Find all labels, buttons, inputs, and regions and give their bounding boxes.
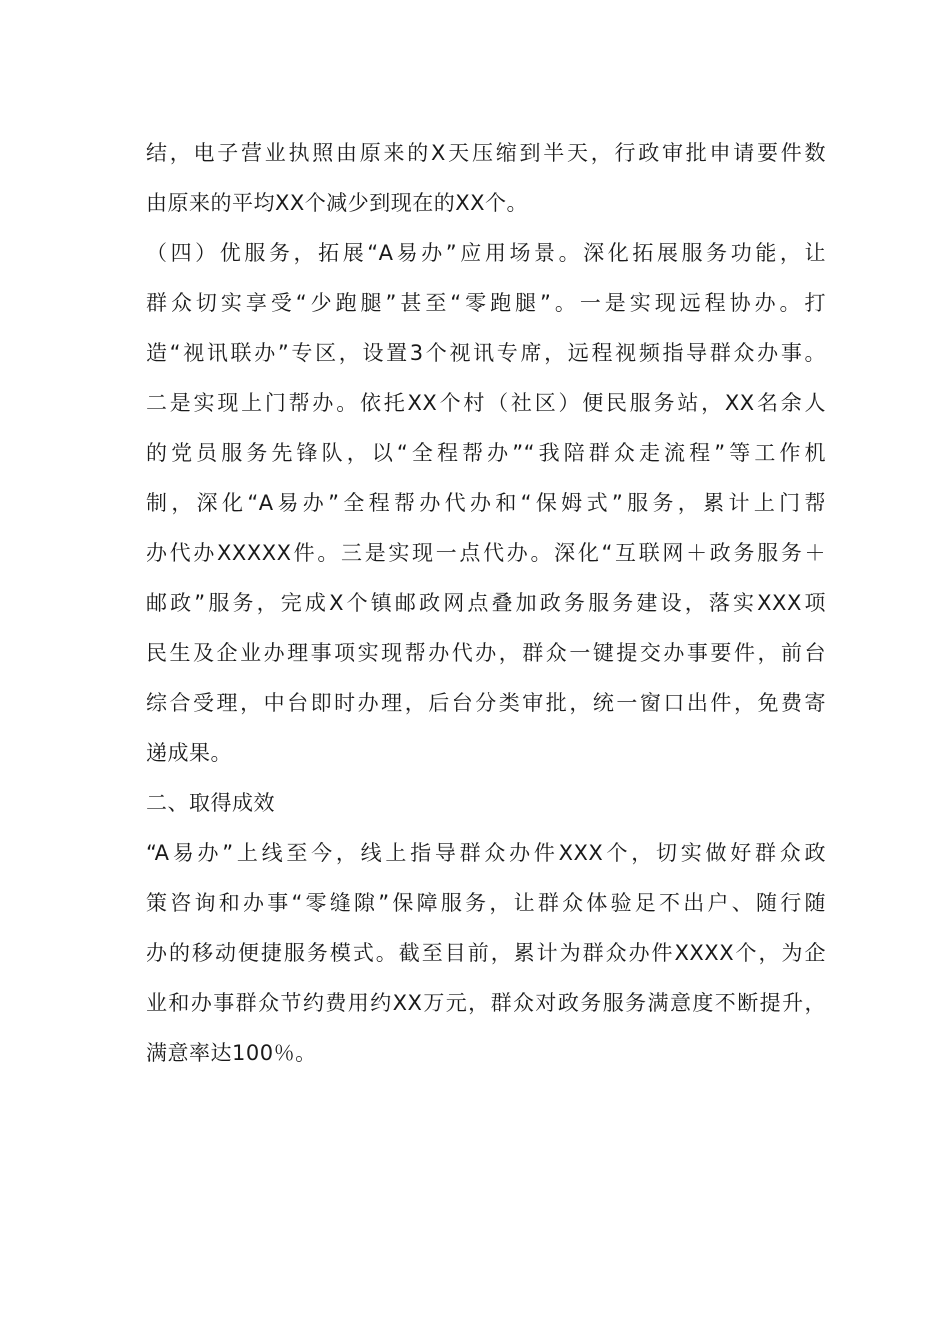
text-line: 满意率达100％。: [146, 1041, 317, 1065]
text-line: 的党员服务先锋队，以“全程帮办”“我陪群众走流程”等工作机: [146, 441, 826, 465]
text-line: 造“视讯联办”专区，设置3个视讯专席，远程视频指导群众办事。: [146, 341, 826, 365]
text-line: 策咨询和办事“零缝隙”保障服务，让群众体验足不出户、随行随: [146, 891, 826, 915]
document-body: [146, 128, 826, 1078]
text-line: 二是实现上门帮办。依托XX个村（社区）便民服务站，XX名余人: [146, 391, 826, 415]
text-line: 邮政”服务，完成X个镇邮政网点叠加政务服务建设，落实XXX项: [146, 591, 826, 615]
text-line: 制，深化“A易办”全程帮办代办和“保姆式”服务，累计上门帮: [146, 491, 826, 515]
text-line: 民生及企业办理事项实现帮办代办，群众一键提交办事要件，前台: [146, 641, 826, 665]
text-line: 业和办事群众节约费用约XX万元，群众对政务服务满意度不断提升，: [146, 991, 826, 1015]
text-line: 由原来的平均XX个减少到现在的XX个。: [146, 191, 529, 215]
text-line: “A易办”上线至今，线上指导群众办件XXX个，切实做好群众政: [146, 841, 826, 865]
text-line: 群众切实享受“少跑腿”甚至“零跑腿”。一是实现远程协办。打: [146, 291, 826, 315]
text-line: 递成果。: [146, 741, 232, 765]
text-line: 结，电子营业执照由原来的X天压缩到半天，行政审批申请要件数: [146, 141, 826, 165]
section-heading-4: （四）优服务，拓展“A易办”应用场景。深化拓展服务功能，让: [146, 241, 826, 265]
text-line: 办代办XXXXX件。三是实现一点代办。深化“互联网＋政务服务＋: [146, 541, 826, 565]
text-line: 办的移动便捷服务模式。截至目前，累计为群众办件XXXX个，为企: [146, 941, 826, 965]
text-line: 综合受理，中台即时办理，后台分类审批，统一窗口出件，免费寄: [146, 691, 826, 715]
section-heading-2: 二、取得成效: [146, 791, 275, 815]
